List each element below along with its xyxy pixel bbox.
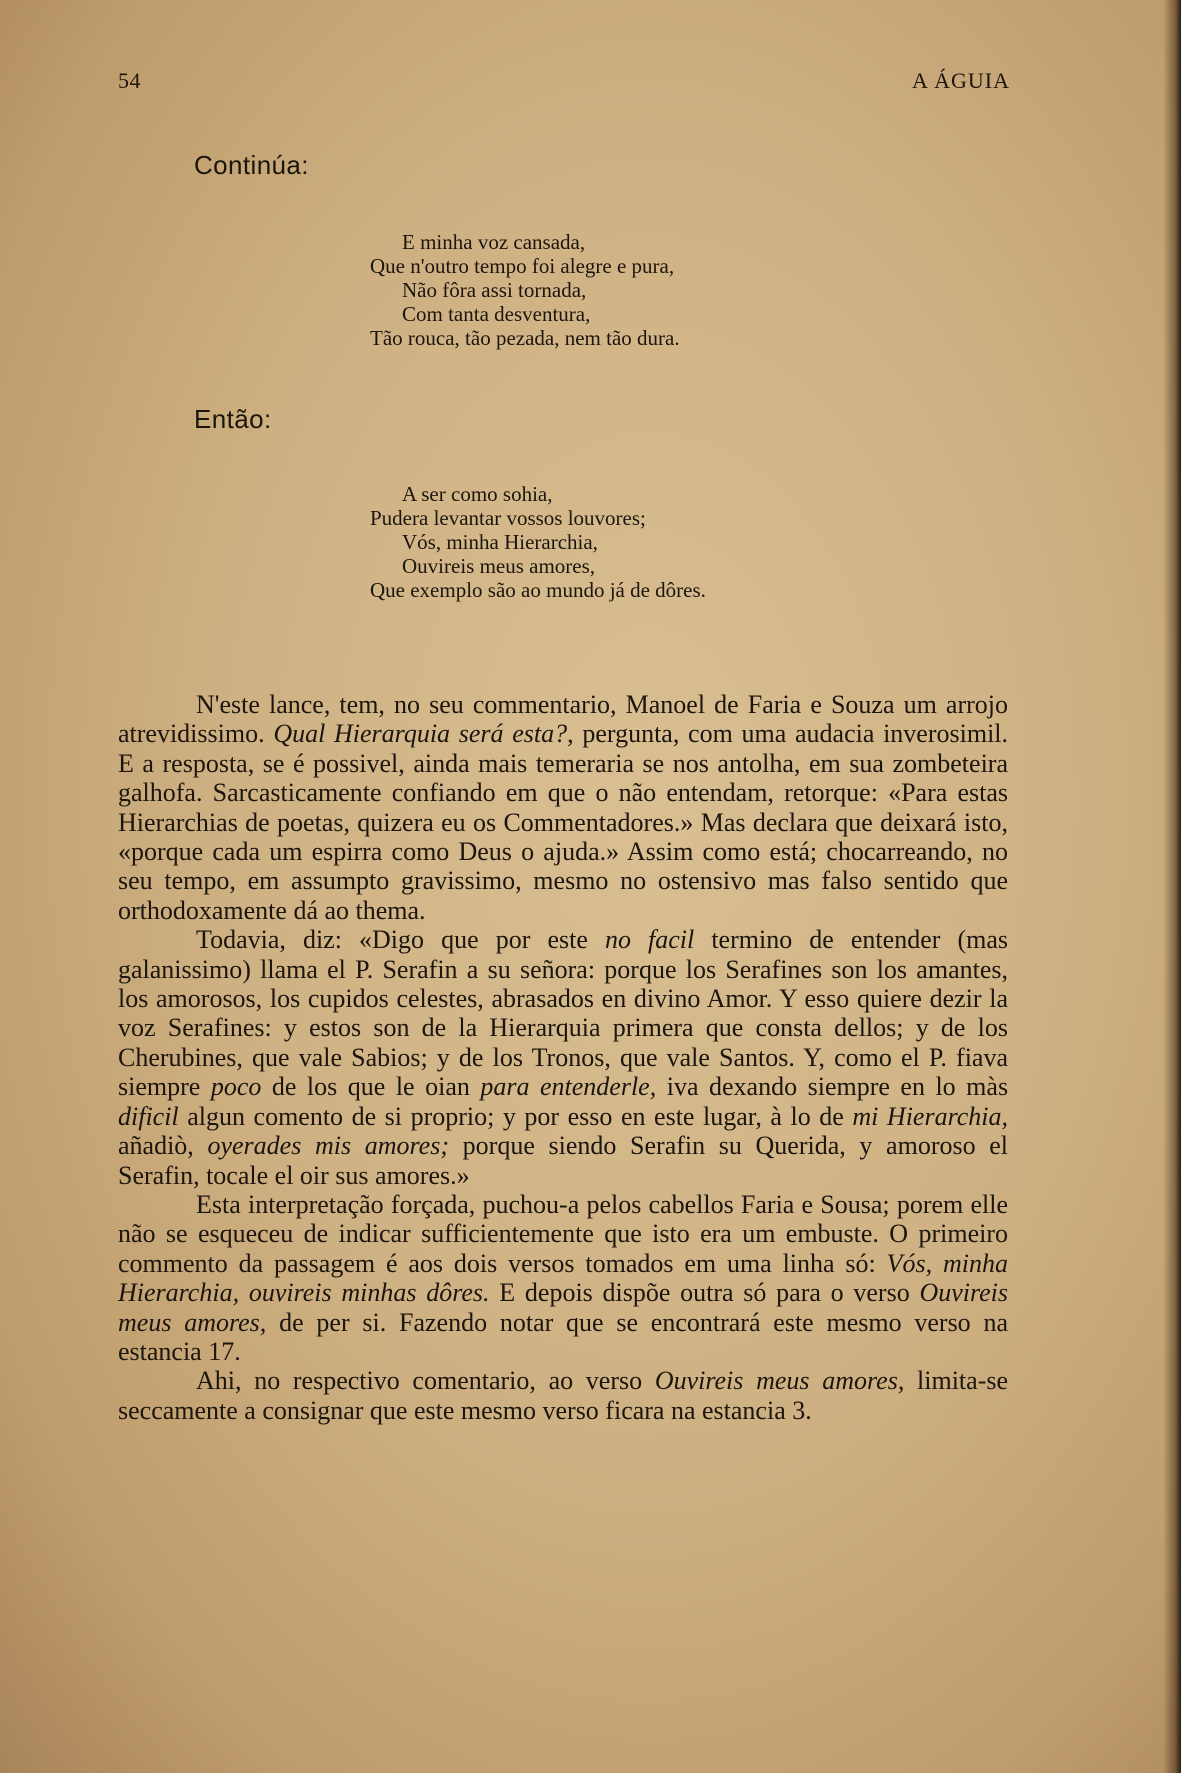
page-header: [118, 68, 1010, 102]
paragraph: Todavia, diz: «Digo que por este no facil termino de entender (mas galanissimo) llama el P. Serafin a su señora: porque los Serafines son los amantes, los amorosos, los cupidos celestes, abrasados en divino Amor. Y esso quiere dezir la voz Serafines: y estos son de la Hierarquia primera que consta dellos; y de los Cherubines, que vale Sabios; y de los Tronos, que vale Santos. Y, como el P. fiava siempre poco de los que le oian para entenderle, iva dexando siempre en lo màs dificil algun comento de si proprio; y por esso en este lugar, à lo de mi Hierarchia, añadiò, oyerades mis amores; porque siendo Serafin su Querida, y amoroso el Serafin, tocale el oir sus amores.»: [118, 925, 1009, 1190]
running-title: A ÁGUIA: [911, 68, 1010, 93]
verse-stanza-1: [370, 230, 680, 350]
verse-line: E minha voz cansada,: [402, 230, 586, 254]
verse-line: Vós, minha Hierarchia,: [402, 530, 598, 554]
verse-line: Que exemplo são ao mundo já de dôres.: [370, 578, 706, 602]
label-continua: Continúa:: [194, 150, 309, 180]
verse-line: Pudera levantar vossos louvores;: [370, 506, 646, 530]
verse-stanza-2: [370, 482, 706, 602]
verse-line: Que n'outro tempo foi alegre e pura,: [370, 254, 675, 278]
paragraph: Esta interpretação forçada, puchou-a pelos cabellos Faria e Sousa; porem elle não se esqueceu de indicar sufficientemente que isto era um embuste. O primeiro commento da passagem é aos dois versos tomados em uma linha só: Vós, minha Hierarchia, ouvireis minhas dôres. E depois dispõe outra só para o verso Ouvireis meus amores, de per si. Fazendo notar que se encontrará este mesmo verso na estancia 17.: [118, 1189, 1009, 1366]
verse-line: Tão rouca, tão pezada, nem tão dura.: [370, 326, 680, 350]
verse-line: A ser como sohia,: [402, 482, 553, 506]
body-text: [118, 690, 1008, 1425]
label-entao: Então:: [194, 404, 272, 434]
verse-line: Não fôra assi tornada,: [402, 278, 587, 302]
verse-line: Com tanta desventura,: [402, 302, 591, 326]
page-edge-shadow: [1163, 0, 1181, 1773]
verse-line: Ouvireis meus amores,: [402, 554, 596, 578]
paragraph: N'este lance, tem, no seu commentario, Manoel de Faria e Souza um arrojo atrevidissimo. Qual Hierarquia será esta?, pergunta, com uma audacia inverosimil. E a resposta, se é possivel, ainda mais temeraria se nos antolha, em sua zombeteira galhofa. Sarcasticamente confiando em que o não entendam, retorque: «Para estas Hierarchias de poetas, quizera eu os Commentadores.» Mas declara que deixará isto, «porque cada um espirra como Deus o ajuda.» Assim como está; chocarreando, no seu tempo, em assumpto gravissimo, mesmo no ostensivo mas falso sentido que orthodoxamente dá ao thema.: [118, 690, 1009, 925]
page-number: 54: [118, 68, 141, 93]
paragraph: Ahi, no respectivo comentario, ao verso Ouvireis meus amores, limita-se seccamente a consignar que este mesmo verso ficara na estancia 3.: [118, 1366, 1009, 1425]
